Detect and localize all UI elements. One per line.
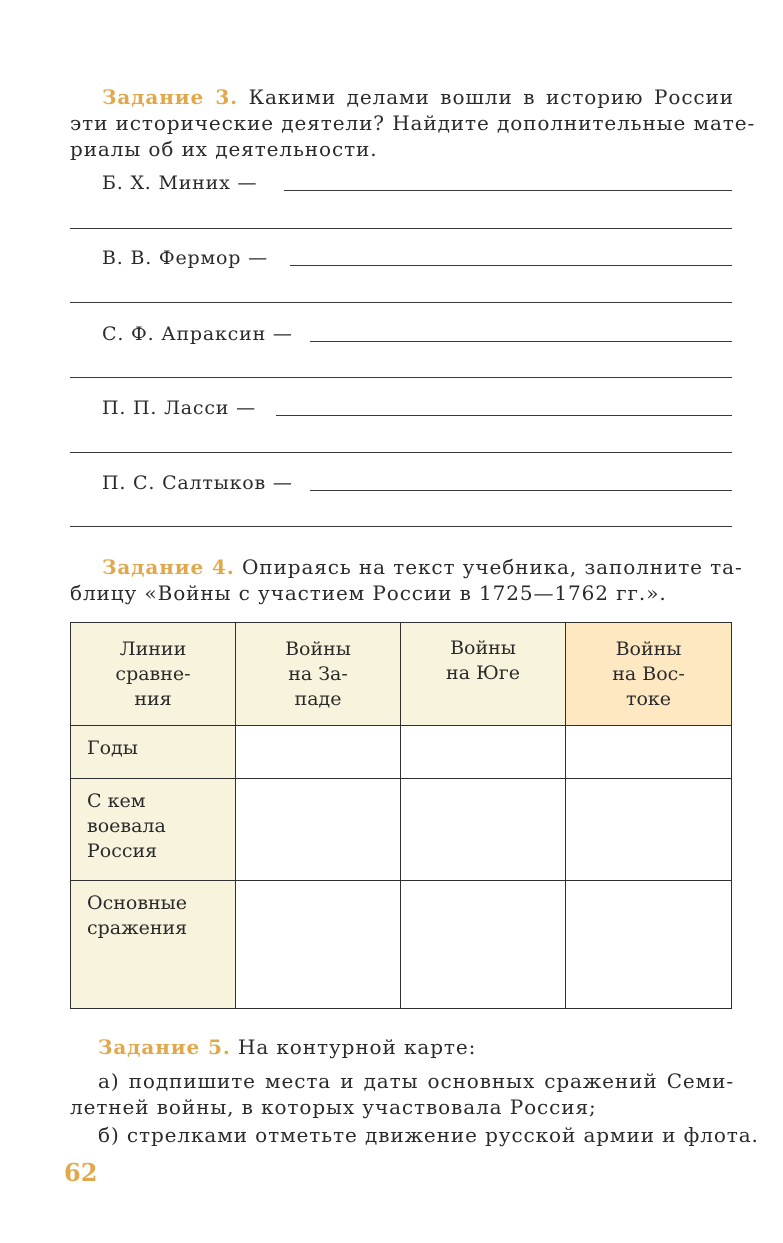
header-text: Войны bbox=[285, 637, 351, 660]
header-text: на За- bbox=[288, 662, 348, 685]
header-east-wars bbox=[566, 623, 732, 726]
answer-line[interactable] bbox=[70, 228, 732, 229]
task3-line2: эти исторические деятели? Найдите дополнительные мате- bbox=[70, 111, 756, 135]
answer-line[interactable] bbox=[310, 490, 732, 491]
row-battles bbox=[71, 881, 236, 1009]
task5-b-line1: б) стрелками отметьте движение русской армии и флота. bbox=[98, 1123, 759, 1147]
row-label: Основные bbox=[87, 892, 188, 914]
table-cell[interactable] bbox=[236, 881, 401, 1009]
answer-line[interactable] bbox=[70, 377, 732, 378]
task4-label: Задание 4. bbox=[102, 555, 235, 579]
task4-text: Опираясь на текст учебника, заполните та- bbox=[241, 555, 743, 579]
header-text: Войны bbox=[450, 637, 516, 659]
answer-line[interactable] bbox=[284, 190, 732, 191]
figure-name: П. С. Салтыков — bbox=[102, 472, 301, 494]
task3-text: Какими делами вошли в историю России bbox=[248, 85, 734, 109]
answer-line[interactable] bbox=[70, 302, 732, 303]
task3-line1 bbox=[102, 84, 734, 110]
header-west-wars bbox=[236, 623, 401, 726]
row-label: воевала bbox=[87, 815, 166, 837]
task3-label: Задание 3. bbox=[102, 85, 239, 109]
header-text: Линии bbox=[119, 637, 187, 660]
table-cell[interactable] bbox=[566, 779, 732, 881]
table-cell[interactable] bbox=[236, 726, 401, 779]
header-text: ния bbox=[134, 687, 172, 710]
table-cell[interactable] bbox=[401, 726, 566, 779]
row-opponents bbox=[71, 779, 236, 881]
figure-name: С. Ф. Апраксин — bbox=[102, 323, 301, 345]
header-comparison-lines bbox=[71, 623, 236, 726]
figure-name: П. П. Ласси — bbox=[102, 397, 264, 419]
task5-a-line1: а) подпишите места и даты основных сражений Семи- bbox=[98, 1069, 734, 1093]
row-years bbox=[71, 726, 236, 779]
header-text: на Юге bbox=[446, 662, 520, 684]
figure-name: В. В. Фермор — bbox=[102, 247, 276, 269]
header-text: Войны bbox=[615, 637, 682, 660]
answer-line[interactable] bbox=[70, 452, 732, 453]
header-text: сравне- bbox=[115, 662, 191, 685]
table-cell[interactable] bbox=[566, 881, 732, 1009]
answer-line[interactable] bbox=[70, 526, 732, 527]
header-text: паде bbox=[294, 687, 342, 710]
header-text: токе bbox=[625, 687, 672, 710]
task5-a-line2: летней войны, в которых участвовала Россия; bbox=[70, 1095, 597, 1119]
task5-label: Задание 5. bbox=[98, 1035, 231, 1059]
task5-line1 bbox=[98, 1034, 476, 1060]
answer-line[interactable] bbox=[276, 415, 732, 416]
task4-line1 bbox=[102, 554, 743, 580]
answer-line[interactable] bbox=[310, 341, 732, 342]
wars-table bbox=[70, 622, 732, 1009]
figure-name: Б. Х. Миних — bbox=[102, 172, 265, 194]
header-text: на Вос- bbox=[612, 662, 685, 685]
task4-line2: блицу «Войны с участием России в 1725—1762 гг.». bbox=[70, 581, 667, 605]
task5-intro: На контурной карте: bbox=[237, 1035, 477, 1059]
table-cell[interactable] bbox=[236, 779, 401, 881]
header-south-wars bbox=[401, 623, 566, 726]
row-label: Россия bbox=[87, 840, 158, 862]
row-label: С кем bbox=[87, 790, 146, 812]
task3-line3: риалы об их деятельности. bbox=[70, 137, 378, 161]
row-label: Годы bbox=[87, 737, 138, 759]
answer-line[interactable] bbox=[290, 265, 732, 266]
table-cell[interactable] bbox=[566, 726, 732, 779]
table-cell[interactable] bbox=[401, 881, 566, 1009]
row-label: сражения bbox=[87, 917, 188, 939]
page-number: 62 bbox=[64, 1158, 98, 1187]
table-cell[interactable] bbox=[401, 779, 566, 881]
